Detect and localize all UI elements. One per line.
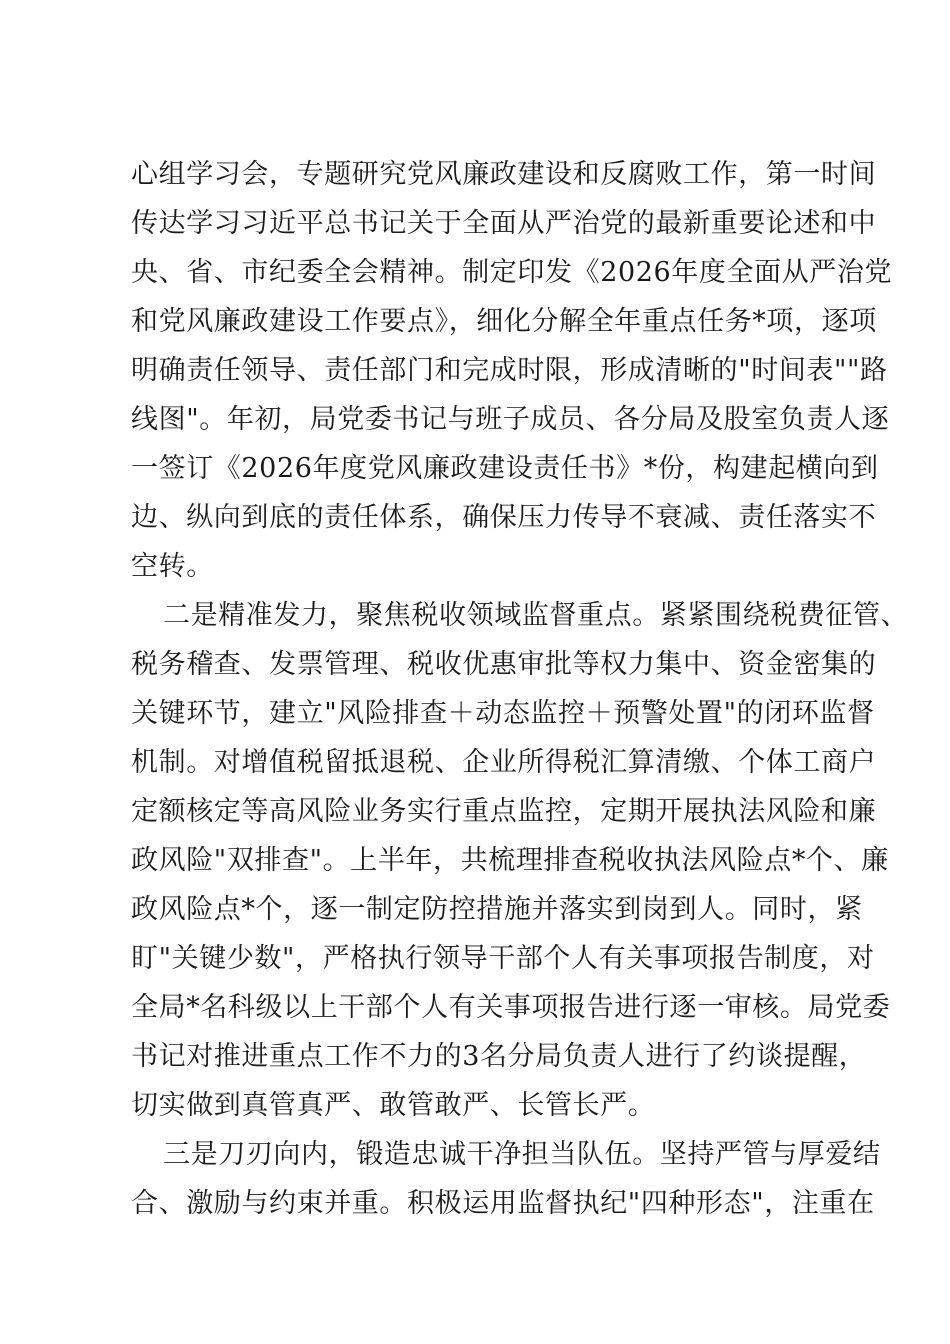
text-line: 明确责任领导、责任部门和完成时限，形成清晰的"时间表""路	[131, 355, 888, 386]
text-line: 一签订《2026年度党风廉政建设责任书》*份，构建起横向到	[131, 453, 879, 484]
text-line: 机制。对增值税留抵退税、企业所得税汇算清缴、个体工商户	[131, 747, 877, 778]
text-line: 政风险"双排查"。上半年，共梳理排查税收执法风险点*个、廉	[131, 845, 889, 876]
text-line: 定额核定等高风险业务实行重点监控，定期开展执法风险和廉	[131, 796, 877, 827]
body-text	[131, 150, 909, 1228]
text-line: 政风险点*个，逐一制定防控措施并落实到岗到人。同时，紧	[131, 894, 863, 925]
paragraph-start-line: 二是精准发力，聚焦税收领域监督重点。紧紧围绕税费征管、	[163, 600, 909, 631]
text-line: 央、省、市纪委全会精神。制定印发《2026年度全面从严治党	[131, 257, 893, 288]
text-line: 边、纵向到底的责任体系，确保压力传导不衰减、责任落实不	[131, 502, 877, 533]
paragraph-start-line: 三是刀刃向内，锻造忠诚干净担当队伍。坚持严管与厚爱结	[163, 1139, 881, 1170]
text-line: 传达学习习近平总书记关于全面从严治党的最新重要论述和中	[131, 208, 877, 239]
text-line: 线图"。年初，局党委书记与班子成员、各分局及股室负责人逐	[131, 404, 890, 435]
text-line: 盯"关键少数"，严格执行领导干部个人有关事项报告制度，对	[131, 943, 875, 974]
text-line: 合、激励与约束并重。积极运用监督执纪"四种形态"，注重在	[131, 1188, 875, 1219]
text-line: 心组学习会，专题研究党风廉政建设和反腐败工作，第一时间	[131, 159, 877, 190]
text-line: 切实做到真管真严、敢管敢严、长管长严。	[131, 1090, 656, 1121]
text-line: 空转。	[131, 551, 214, 582]
text-line: 税务稽查、发票管理、税收优惠审批等权力集中、资金密集的	[131, 649, 877, 680]
text-line: 和党风廉政建设工作要点》，细化分解全年重点任务*项，逐项	[131, 306, 877, 337]
text-line: 书记对推进重点工作不力的3名分局负责人进行了约谈提醒，	[131, 1041, 867, 1072]
text-line: 全局*名科级以上干部个人有关事项报告进行逐一审核。局党委	[131, 992, 891, 1023]
text-line: 关键环节，建立"风险排查＋动态监控＋预警处置"的闭环监督	[131, 698, 875, 729]
